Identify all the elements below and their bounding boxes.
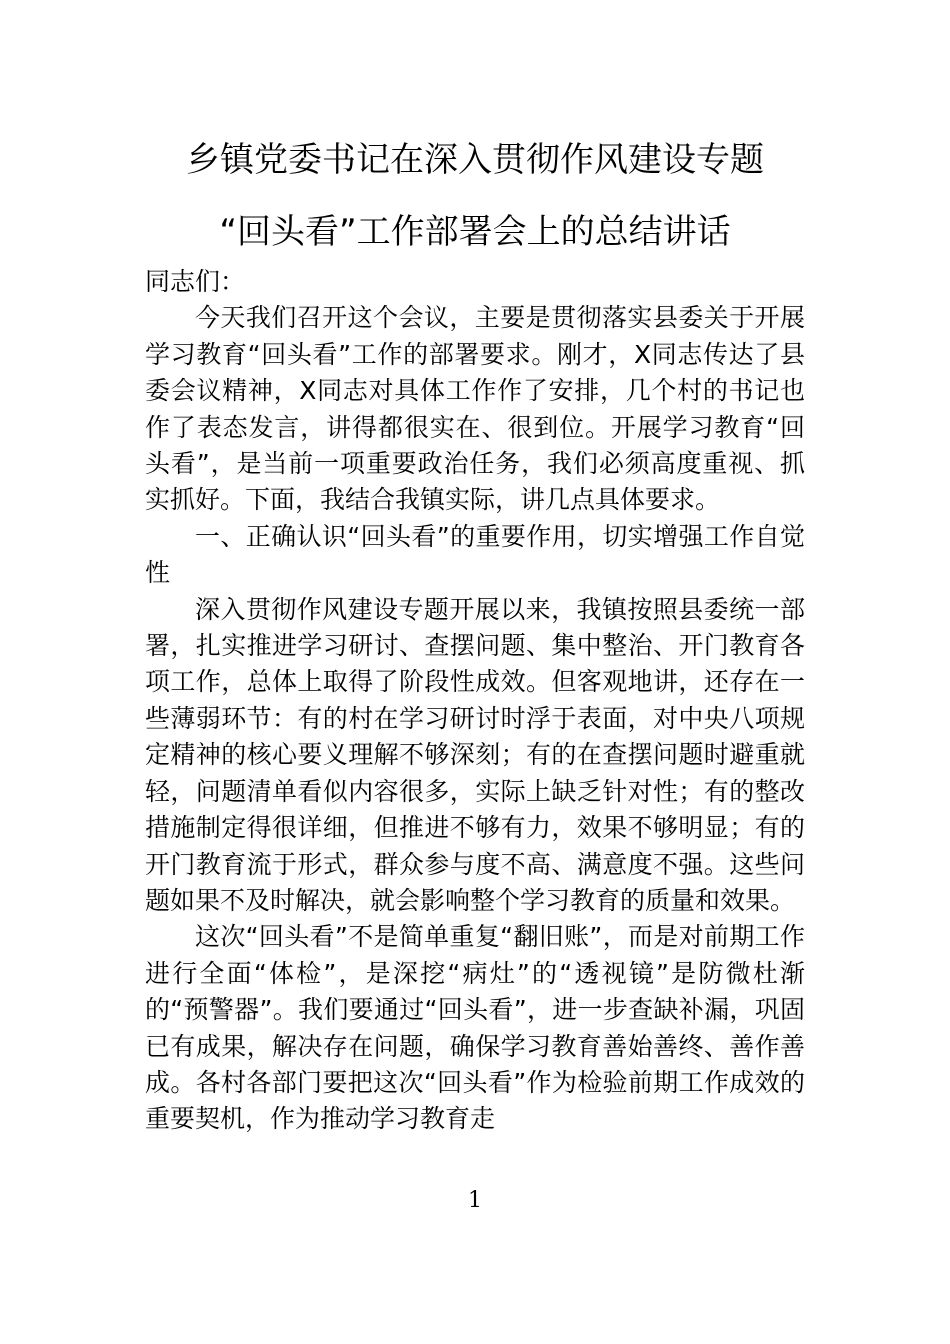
section-heading-1: 一、正确认识“回头看”的重要作用，切实增强工作自觉性 <box>145 521 805 588</box>
salutation: 同志们： <box>145 267 246 296</box>
paragraph-progress: 深入贯彻作风建设专题开展以来，我镇按照县委统一部署，扎实推进学习研讨、查摆问题、集中整治、开门教育各项工作，总体上取得了阶段性成效。但客观地讲，还存在一些薄弱环节：有的村在学习研讨时浮于表面，对中央八项规定精神的核心要义理解不够深刻；有的在查摆问题时避重就轻，问题清单看似内容很多，实际上缺乏针对性；有的整改措施制定得很详细，但推进不够有力，效果不够明显；有的开门教育流于形式，群众参与度不高、满意度不强。这些问题如果不及时解决，就会影响整个学习教育的质量和效果。 <box>145 594 805 915</box>
paragraph-review: 这次“回头看”不是简单重复“翻旧账”，而是对前期工作进行全面“体检”，是深挖“病灶”的“透视镜”是防微杜渐的“预警器”。我们要通过“回头看”，进一步查缺补漏，巩固已有成果，解决存在问题，确保学习教育善始善终、善作善成。各村各部门要把这次“回头看”作为检验前期工作成效的重要契机，作为推动学习教育走 <box>145 922 805 1134</box>
document-title-line-2: “回头看”工作部署会上的总结讲话 <box>219 212 731 252</box>
page-number: 1 <box>468 1188 482 1213</box>
paragraph-intro: 今天我们召开这个会议，主要是贯彻落实县委关于开展学习教育“回头看”工作的部署要求。刚才，X同志传达了县委会议精神，X同志对具体工作作了安排，几个村的书记也作了表态发言，讲得都很实在、很到位。开展学习教育“回头看”，是当前一项重要政治任务，我们必须高度重视、抓实抓好。下面，我结合我镇实际，讲几点具体要求。 <box>145 303 805 515</box>
document-title-line-1: 乡镇党委书记在深入贯彻作风建设专题 <box>186 140 764 180</box>
document-body <box>145 264 805 1138</box>
